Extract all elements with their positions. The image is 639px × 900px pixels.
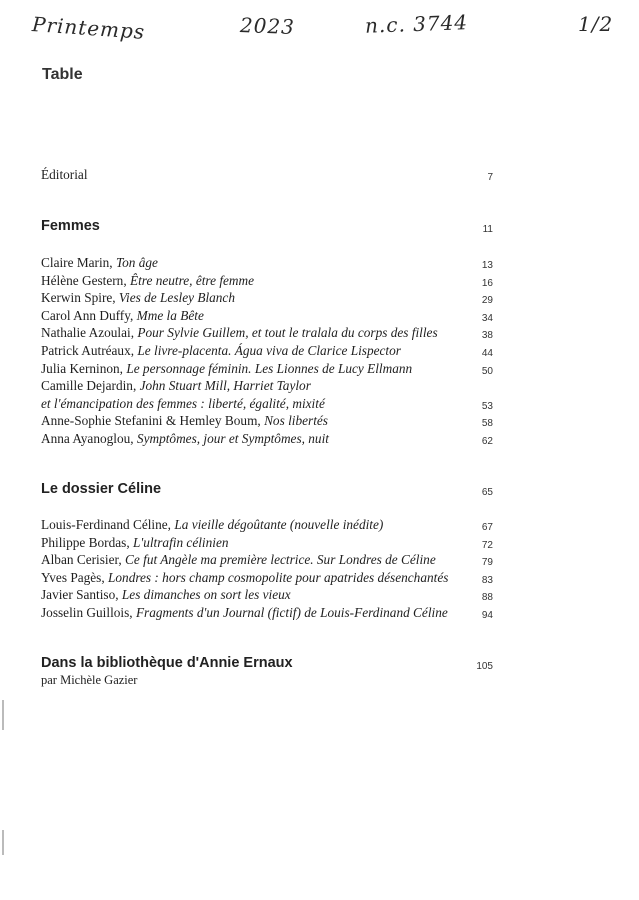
entry-page: 72 [481, 539, 493, 551]
entry-author: Josselin Guillois, [41, 605, 136, 620]
entry-page: 44 [481, 348, 493, 359]
entry-work: Le livre-placenta. Água viva de Clarice Lispector [137, 343, 401, 358]
entry-page: 58 [481, 418, 493, 430]
entry-page: 50 [481, 365, 493, 377]
entry-author: Philippe Bordas, [41, 534, 133, 550]
handwritten-season: Printemps [31, 12, 146, 44]
entry-work: L'ultrafin célinien [132, 534, 229, 550]
entry-author: Alban Cerisier, [41, 552, 126, 568]
entry-work: Ce fut Angèle ma première lectrice. Sur Londres de Céline [125, 552, 436, 568]
section-title: Femmes [41, 218, 100, 234]
entry-author: Javier Santiso, [41, 587, 122, 603]
handwritten-year: 2023 [239, 13, 296, 39]
entry-work: Ton âge [115, 255, 158, 270]
entry-work: Fragments d'un Journal (fictif) de Louis-Ferdinand Céline [135, 605, 448, 620]
entry-author: Claire Marin, [41, 255, 116, 270]
entry-author: Patrick Autréaux, [41, 343, 138, 358]
entry-work: La vieille dégoûtante (nouvelle inédite) [174, 517, 384, 532]
entry-page: 83 [481, 574, 493, 586]
toc-entry [41, 361, 493, 377]
entry-author: Louis-Ferdinand Céline, [41, 517, 175, 532]
entry-work: Londres : hors champ cosmopolite pour apatrides désenchantés [108, 569, 449, 585]
section-page: 11 [482, 224, 493, 235]
entry-page: 38 [481, 330, 493, 342]
entry-work: Le personnage féminin. Les Lionnes de Lucy Ellmann [126, 360, 413, 376]
entry-work: et l'émancipation des femmes : liberté, égalité, mixité [41, 395, 325, 411]
toc-entry [41, 552, 493, 568]
entry-page: 34 [481, 312, 493, 324]
section-heading-ernaux [41, 655, 493, 671]
entry-work: Nos libertés [264, 413, 328, 429]
toc-entry [41, 378, 493, 394]
section-heading-celine [41, 481, 493, 497]
entry-author: Nathalie Azoulai, [41, 325, 138, 341]
page-title: Table [42, 66, 83, 83]
section-page: 105 [476, 661, 493, 672]
toc-entry [41, 535, 493, 551]
entry-page: 16 [481, 277, 493, 289]
entry-author: Julia Kerninon, [41, 360, 127, 376]
entry-author: Anna Ayanoglou, [41, 431, 137, 446]
toc-entry [41, 273, 493, 289]
toc-entry [41, 431, 493, 447]
toc-entry [41, 587, 493, 603]
entry-page: 7 [487, 172, 493, 183]
entry-author: Camille Dejardin, [41, 378, 140, 394]
toc-entry [41, 343, 493, 359]
section-heading-femmes [41, 218, 493, 234]
entry-page: 67 [481, 522, 493, 533]
section-title: Dans la bibliothèque d'Annie Ernaux [41, 655, 293, 671]
toc-entry [41, 413, 493, 429]
entry-author: Carol Ann Duffy, [41, 307, 137, 323]
entry-page: 53 [481, 400, 493, 412]
byline: par Michèle Gazier [41, 673, 138, 687]
toc-entry [41, 396, 493, 412]
entry-page: 62 [481, 436, 493, 447]
entry-author: Yves Pagès, [41, 569, 108, 585]
entry-author: Anne-Sophie Stefanini & Hemley Boum, [41, 413, 265, 429]
toc-entry-editorial [41, 167, 493, 183]
toc-entry [41, 325, 493, 341]
toc-entry [41, 308, 493, 324]
entry-work: Vies de Lesley Blanch [118, 290, 235, 306]
scan-edge-mark [2, 700, 4, 730]
entry-work: John Stuart Mill, Harriet Taylor [139, 378, 311, 394]
entry-page: 13 [481, 260, 493, 271]
entry-work: Mme la Bête [136, 307, 204, 323]
entry-page: 88 [481, 592, 493, 604]
entry-work: Être neutre, être femme [129, 272, 255, 288]
handwritten-page: 1/2 [578, 12, 614, 36]
section-page: 65 [481, 487, 493, 498]
entry-page: 79 [481, 557, 493, 569]
entry-work: Pour Sylvie Guillem, et tout le tralala du corps des filles [137, 325, 438, 341]
toc-entry [41, 605, 493, 621]
entry-work: Symptômes, jour et Symptômes, nuit [136, 431, 329, 446]
toc-entry [41, 517, 493, 533]
entry-author: Kerwin Spire, [41, 290, 119, 306]
entry-page: 29 [481, 295, 493, 307]
toc-entry [41, 255, 493, 271]
entry-label: Éditorial [41, 167, 88, 182]
handwritten-number: n.c. 3744 [364, 10, 469, 38]
entry-page: 94 [481, 610, 493, 621]
scan-edge-mark [2, 830, 4, 855]
toc-entry [41, 570, 493, 586]
section-title: Le dossier Céline [41, 481, 162, 497]
toc-entry [41, 290, 493, 306]
entry-author: Hélène Gestern, [41, 272, 130, 288]
entry-work: Les dimanches on sort les vieux [121, 587, 291, 603]
